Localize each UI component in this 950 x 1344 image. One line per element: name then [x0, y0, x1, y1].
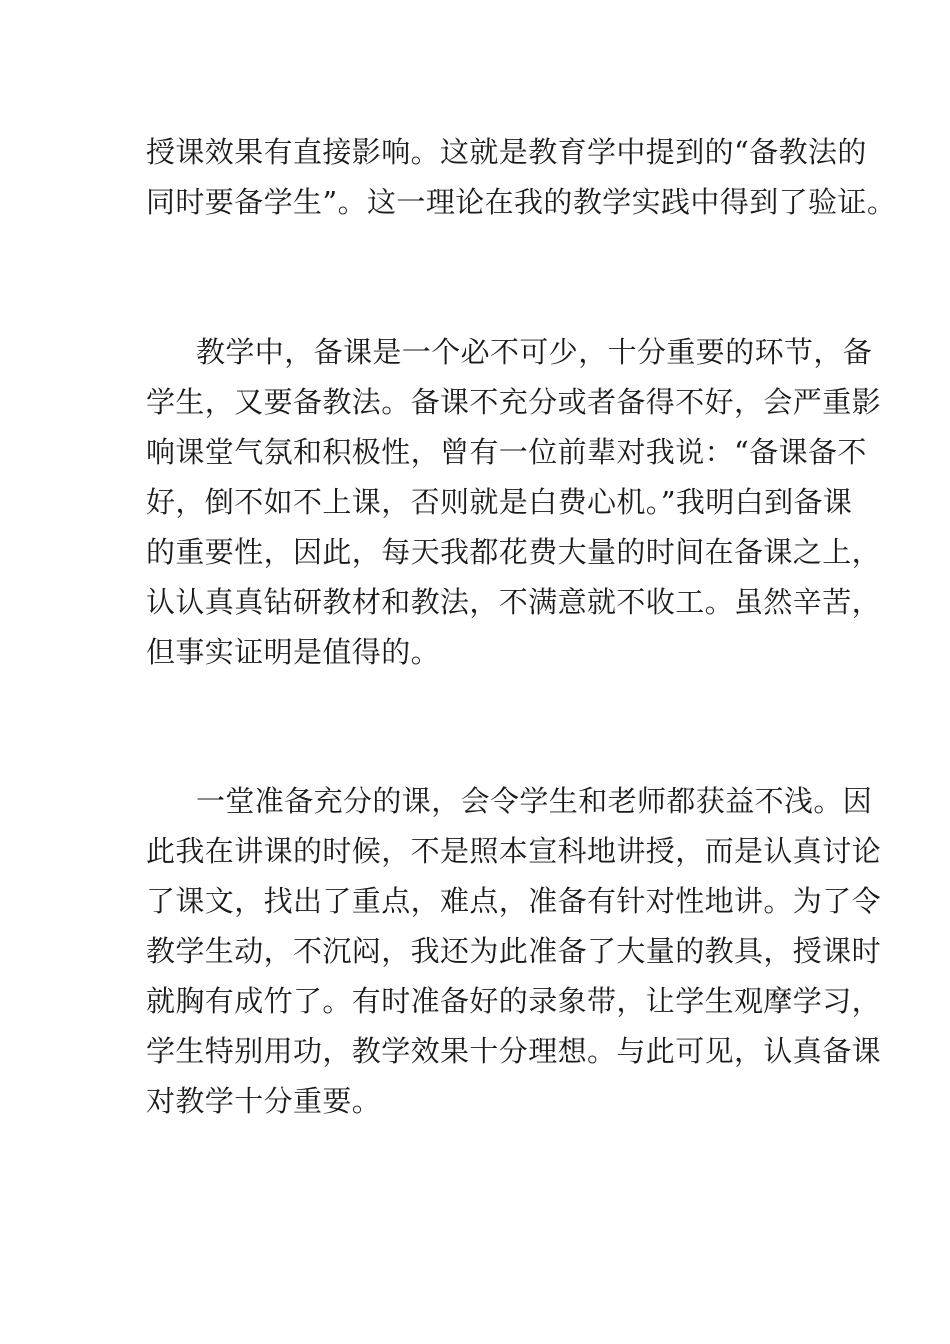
- paragraph-2-line-2: 学生，又要备教法。备课不充分或者备得不好，会严重影: [146, 385, 882, 419]
- paragraph-1-line-2: 同时要备学生”。这一理论在我的教学实践中得到了验证。: [146, 185, 897, 219]
- paragraph-3-line-6: 学生特别用功，教学效果十分理想。与此可见，认真备课: [146, 1034, 882, 1068]
- paragraph-2-line-7: 但事实证明是值得的。: [146, 635, 441, 669]
- paragraph-3-line-3: 了课文，找出了重点，难点，准备有针对性地讲。为了令: [146, 884, 882, 918]
- paragraph-3-line-7: 对教学十分重要。: [146, 1084, 382, 1118]
- paragraph-3-line-4: 教学生动，不沉闷，我还为此准备了大量的教具，授课时: [146, 934, 882, 968]
- paragraph-2-line-5: 的重要性，因此，每天我都花费大量的时间在备课之上，: [146, 535, 882, 569]
- paragraph-2-line-6: 认认真真钻研教材和教法，不满意就不收工。虽然辛苦，: [146, 585, 882, 619]
- paragraph-3-line-5: 就胸有成竹了。有时准备好的录象带，让学生观摩学习，: [146, 984, 882, 1018]
- paragraph-2-line-1: 教学中，备课是一个必不可少，十分重要的环节，备: [196, 335, 873, 369]
- paragraph-3-line-2: 此我在讲课的时候，不是照本宣科地讲授，而是认真讨论: [146, 834, 882, 868]
- paragraph-2-line-3: 响课堂气氛和积极性，曾有一位前辈对我说：“备课备不: [146, 435, 867, 469]
- paragraph-3-line-1: 一堂准备充分的课，会令学生和老师都获益不浅。因: [196, 784, 873, 818]
- paragraph-1-line-1: 授课效果有直接影响。这就是教育学中提到的“备教法的: [146, 135, 867, 169]
- paragraph-2-line-4: 好，倒不如不上课，否则就是白费心机。”我明白到备课: [146, 485, 853, 519]
